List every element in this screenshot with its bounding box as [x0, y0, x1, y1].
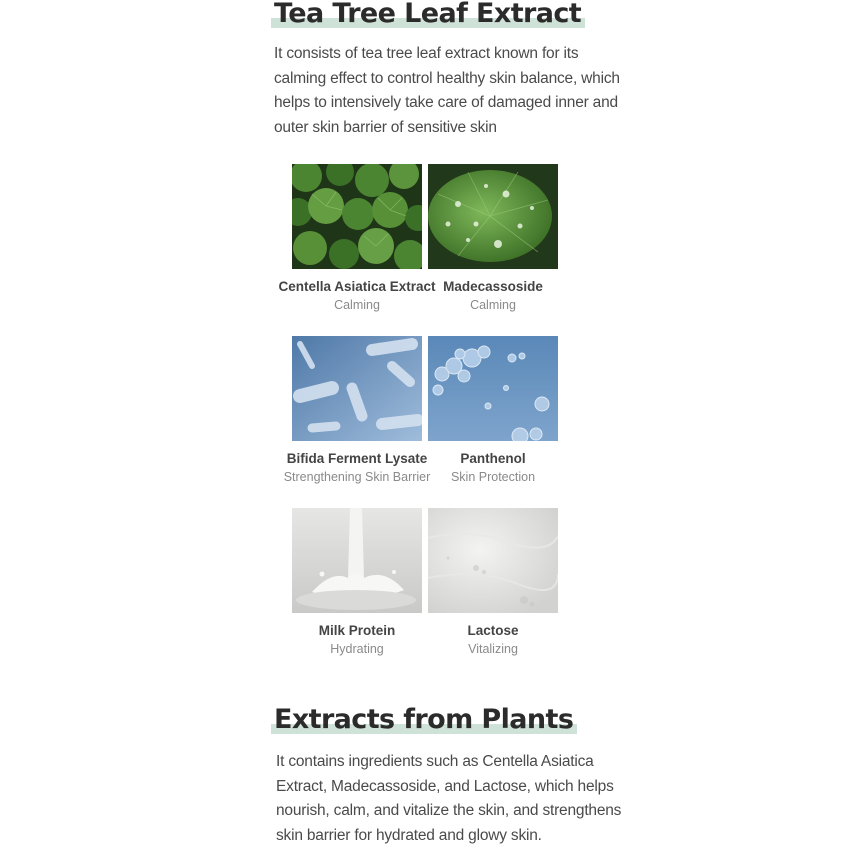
panthenol-image	[428, 336, 558, 441]
plants-title: Extracts from Plants	[274, 704, 574, 735]
ingredient-name: Panthenol	[460, 451, 526, 466]
plants-description: It contains ingredients such as Centella Asiatica Extract, Madecassoside, and Lactose, which helps nourish, calm, and vitalize the skin, and strengthens skin barrier for hydrated and glowy skin.	[276, 753, 622, 844]
ingredient-effect: Calming	[470, 298, 516, 312]
ingredient-name: Centella Asiatica Extract	[278, 279, 436, 294]
ingredient-name: Bifida Ferment Lysate	[286, 451, 428, 466]
ingredient-effect: Calming	[334, 298, 380, 312]
ingredient-effect: Strengthening Skin Barrier	[283, 470, 431, 484]
tea-tree-description: It consists of tea tree leaf extract known for its calming effect to control healthy skin balance, which helps to intensively take care of damaged inner and outer skin barrier of sensitive skin	[274, 45, 620, 136]
tea-tree-title: Tea Tree Leaf Extract	[274, 0, 582, 29]
ingredient-name: Lactose	[467, 623, 519, 638]
bifida-ferment-image	[292, 336, 422, 441]
ingredient-effect: Skin Protection	[450, 470, 536, 484]
lactose-image	[428, 508, 558, 613]
madecassoside-image	[428, 164, 558, 269]
ingredient-name: Milk Protein	[318, 623, 396, 638]
centella-asiatica-image	[292, 164, 422, 269]
ingredient-effect: Hydrating	[330, 642, 384, 656]
milk-protein-image	[292, 508, 422, 613]
ingredient-effect: Vitalizing	[468, 642, 518, 656]
ingredient-name: Madecassoside	[443, 279, 543, 294]
